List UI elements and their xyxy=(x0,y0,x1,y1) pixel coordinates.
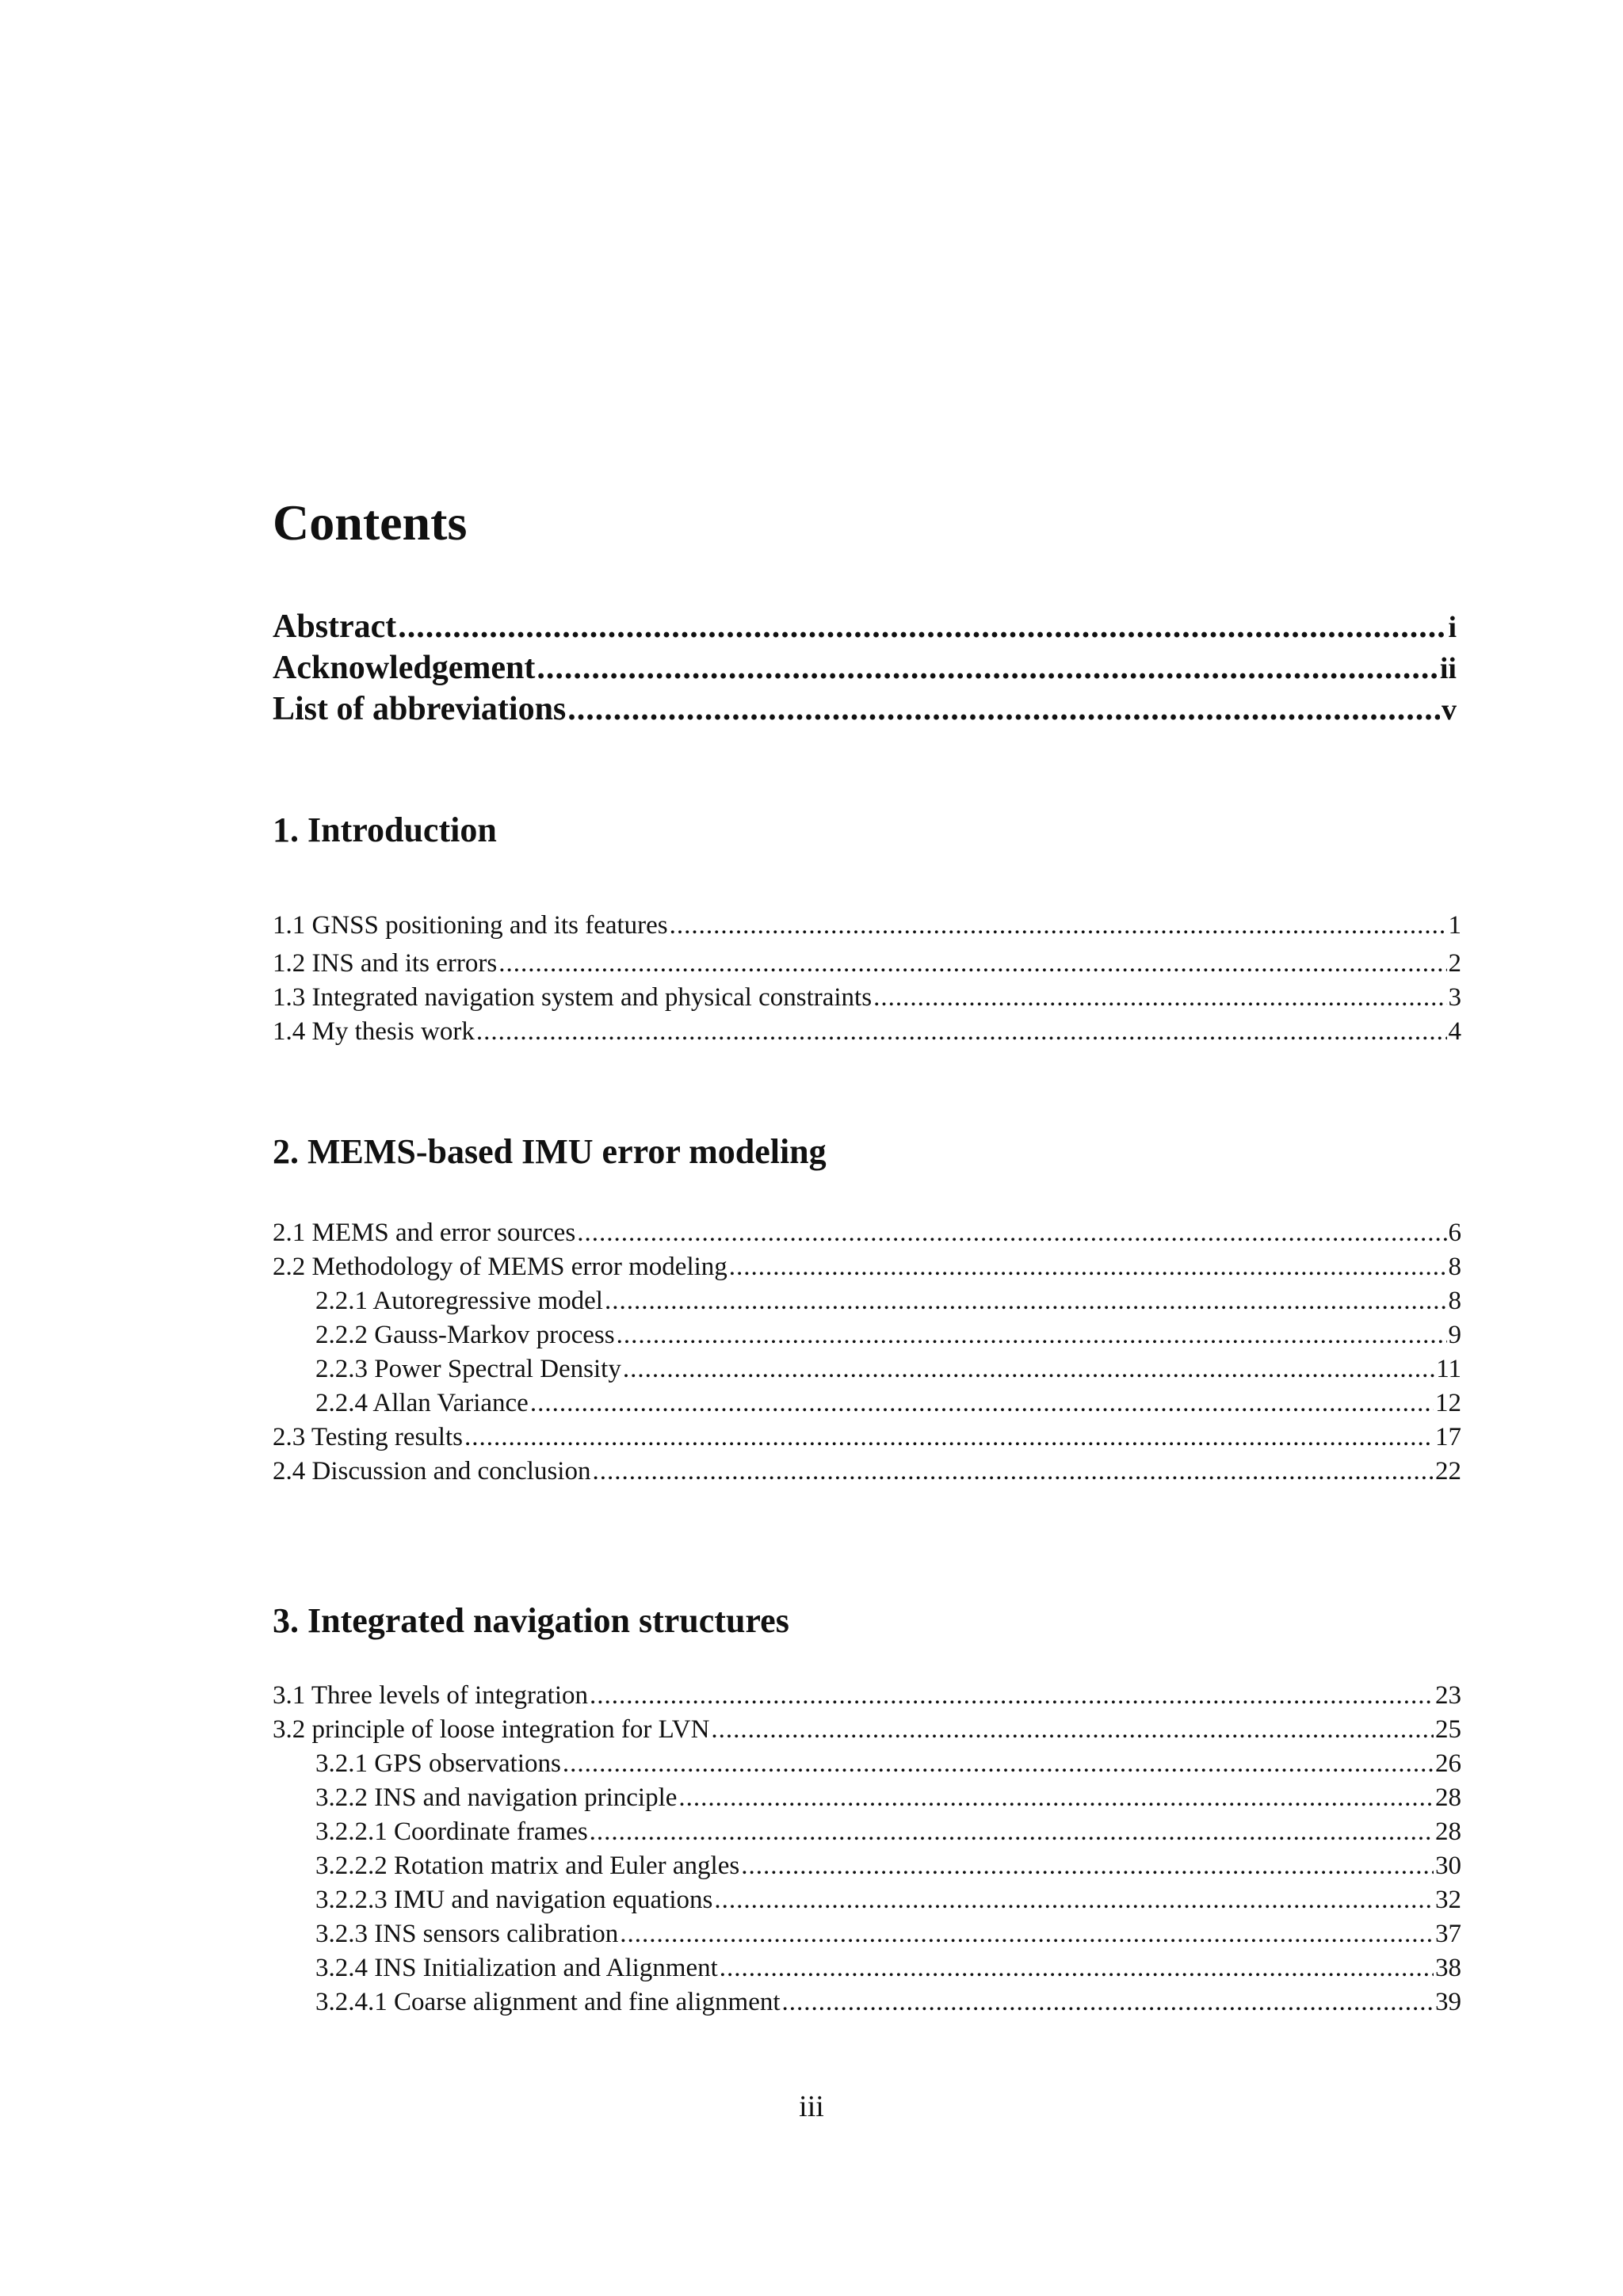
toc-label: 1.3 Integrated navigation system and physical constraints xyxy=(273,983,873,1012)
toc-page-number: 25 xyxy=(1435,1715,1461,1744)
dot-leader xyxy=(498,951,1446,977)
toc-label: 3.2.3 INS sensors calibration xyxy=(315,1920,619,1948)
toc-entry[interactable] xyxy=(315,1390,1461,1417)
toc-label: 2.2.3 Power Spectral Density xyxy=(315,1355,621,1383)
toc-entry[interactable] xyxy=(273,951,1461,977)
toc-page-number: 3 xyxy=(1448,983,1461,1012)
toc-entry[interactable] xyxy=(273,1459,1461,1485)
toc-label: Acknowledgement xyxy=(273,650,536,686)
toc-label: 3.2.1 GPS observations xyxy=(315,1749,561,1778)
dot-leader xyxy=(720,1955,1434,1981)
toc-page-number: 38 xyxy=(1435,1954,1461,1982)
toc-page-number: 32 xyxy=(1435,1886,1461,1914)
toc-entry[interactable] xyxy=(273,985,1461,1011)
dot-leader xyxy=(623,1356,1434,1383)
page-number: iii xyxy=(799,2090,824,2123)
dot-leader xyxy=(741,1853,1434,1879)
chapter-heading: 1. Introduction xyxy=(273,810,497,849)
toc-label: 3.2.2.1 Coordinate frames xyxy=(315,1817,588,1846)
toc-label: 2.1 MEMS and error sources xyxy=(273,1219,576,1247)
toc-page-number: 17 xyxy=(1435,1423,1461,1451)
toc-label: 2.2.2 Gauss-Markov process xyxy=(315,1321,615,1349)
dot-leader xyxy=(590,1819,1434,1845)
toc-entry[interactable] xyxy=(273,1717,1461,1743)
dot-leader xyxy=(464,1425,1434,1451)
toc-page-number: 9 xyxy=(1448,1321,1461,1349)
toc-label: 2.2 Methodology of MEMS error modeling xyxy=(273,1253,727,1281)
dot-leader xyxy=(678,1785,1434,1811)
chapter-heading: 2. MEMS-based IMU error modeling xyxy=(273,1132,827,1171)
toc-front-row-abbreviations[interactable] xyxy=(273,692,1457,726)
dot-leader xyxy=(530,1390,1434,1417)
toc-label: 3.1 Three levels of integration xyxy=(273,1681,589,1710)
toc-page-number: 28 xyxy=(1435,1783,1461,1812)
dot-leader xyxy=(714,1887,1434,1913)
toc-entry[interactable] xyxy=(273,1683,1461,1709)
toc-label: 3.2.2 INS and navigation principle xyxy=(315,1783,678,1812)
toc-entry[interactable] xyxy=(315,1288,1461,1314)
toc-entry[interactable] xyxy=(315,1853,1461,1879)
dot-leader xyxy=(782,1989,1434,2016)
dot-leader xyxy=(711,1717,1434,1743)
toc-page-number: 2 xyxy=(1448,949,1461,978)
toc-label: 1.2 INS and its errors xyxy=(273,949,498,978)
toc-page-number: 12 xyxy=(1435,1389,1461,1417)
toc-entry[interactable] xyxy=(273,913,1461,939)
toc-label: Abstract xyxy=(273,608,397,645)
toc-entry[interactable] xyxy=(273,1425,1461,1451)
toc-label: 1.4 My thesis work xyxy=(273,1017,475,1046)
dot-leader xyxy=(577,1220,1446,1246)
toc-entry[interactable] xyxy=(315,1322,1461,1348)
toc-page-number: 11 xyxy=(1436,1355,1461,1383)
toc-label: List of abbreviations xyxy=(273,691,567,727)
toc-entry[interactable] xyxy=(315,1785,1461,1811)
dot-leader xyxy=(563,1751,1434,1777)
toc-page-number: ii xyxy=(1439,652,1457,685)
toc-page-number: 4 xyxy=(1448,1017,1461,1046)
toc-entry[interactable] xyxy=(273,1220,1461,1246)
toc-page-number: 23 xyxy=(1435,1681,1461,1710)
toc-label: 3.2.4.1 Coarse alignment and fine alignment xyxy=(315,1988,781,2016)
toc-entry[interactable] xyxy=(315,1921,1461,1947)
toc-front-row-abstract[interactable] xyxy=(273,610,1457,643)
toc-label: 2.4 Discussion and conclusion xyxy=(273,1457,591,1486)
dot-leader xyxy=(605,1288,1447,1314)
dot-leader xyxy=(873,985,1446,1011)
dot-leader xyxy=(398,610,1446,643)
toc-label: 3.2.2.3 IMU and navigation equations xyxy=(315,1886,713,1914)
toc-entry[interactable] xyxy=(273,1254,1461,1280)
dot-leader xyxy=(476,1019,1447,1045)
dot-leader xyxy=(670,913,1447,939)
toc-entry[interactable] xyxy=(315,1819,1461,1845)
contents-title: Contents xyxy=(273,494,468,551)
dot-leader xyxy=(729,1254,1447,1280)
toc-entry[interactable] xyxy=(315,1989,1461,2016)
toc-entry[interactable] xyxy=(315,1356,1461,1383)
toc-page-number: 8 xyxy=(1448,1253,1461,1281)
toc-page-number: 28 xyxy=(1435,1817,1461,1846)
toc-page-number: 37 xyxy=(1435,1920,1461,1948)
toc-page-number: 22 xyxy=(1435,1457,1461,1486)
toc-label: 3.2 principle of loose integration for LVN xyxy=(273,1715,710,1744)
toc-entry[interactable] xyxy=(273,1019,1461,1045)
toc-page-number: v xyxy=(1442,693,1457,727)
chapter-heading: 3. Integrated navigation structures xyxy=(273,1601,789,1640)
toc-label: 2.2.1 Autoregressive model xyxy=(315,1287,603,1315)
toc-entry[interactable] xyxy=(315,1751,1461,1777)
dot-leader xyxy=(592,1459,1434,1485)
dot-leader xyxy=(617,1322,1447,1348)
dot-leader xyxy=(567,692,1440,726)
toc-page-number: 1 xyxy=(1448,911,1461,940)
toc-entry[interactable] xyxy=(315,1887,1461,1913)
toc-label: 2.2.4 Allan Variance xyxy=(315,1389,529,1417)
dot-leader xyxy=(537,651,1438,685)
toc-label: 3.2.4 INS Initialization and Alignment xyxy=(315,1954,718,1982)
toc-entry[interactable] xyxy=(315,1955,1461,1981)
toc-front-row-acknowledgement[interactable] xyxy=(273,651,1457,685)
toc-label: 3.2.2.2 Rotation matrix and Euler angles xyxy=(315,1852,740,1880)
toc-label: 1.1 GNSS positioning and its features xyxy=(273,911,668,940)
toc-page-number: 8 xyxy=(1448,1287,1461,1315)
toc-page-number: i xyxy=(1448,611,1457,644)
toc-page-number: 26 xyxy=(1435,1749,1461,1778)
toc-page-number: 39 xyxy=(1435,1988,1461,2016)
toc-label: 2.3 Testing results xyxy=(273,1423,463,1451)
toc-page-number: 30 xyxy=(1435,1852,1461,1880)
toc-page-number: 6 xyxy=(1448,1219,1461,1247)
dot-leader xyxy=(620,1921,1434,1947)
dot-leader xyxy=(590,1683,1434,1709)
